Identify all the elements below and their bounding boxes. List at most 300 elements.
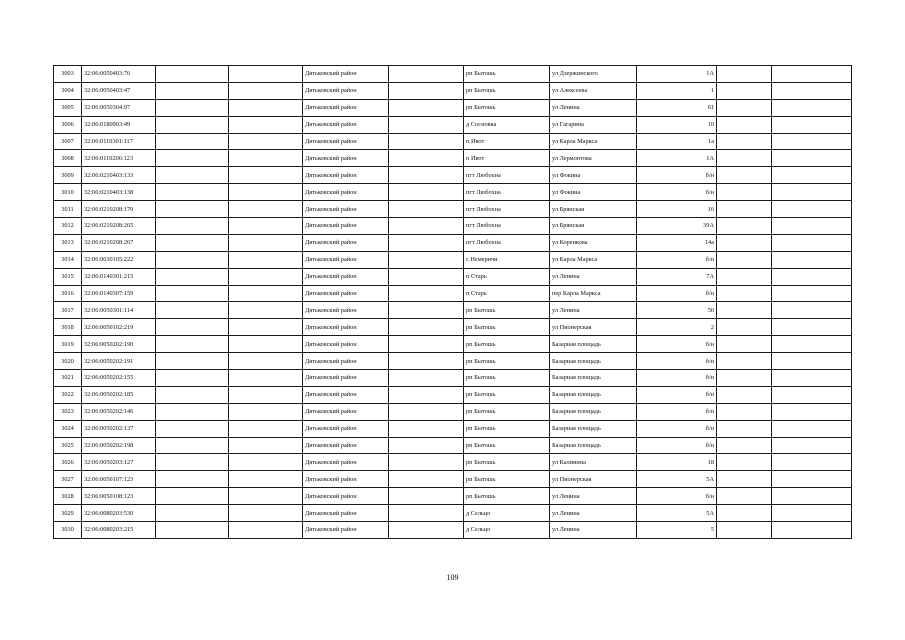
cell-empty <box>772 437 852 454</box>
cell-house-number: 39А <box>637 218 717 235</box>
cell-cadastral-number: 32:06:0180903:49 <box>82 116 156 133</box>
cell-settlement: рп Бытошь <box>464 370 550 387</box>
table-row <box>54 82 852 99</box>
cell-empty <box>772 386 852 403</box>
cell-house-number: 1А <box>637 150 717 167</box>
cell-empty <box>772 133 852 150</box>
cell-empty <box>229 150 303 167</box>
cell-empty <box>389 150 464 167</box>
cell-district: Дятьковский район <box>303 116 389 133</box>
cell-record-number: 3030 <box>54 522 82 539</box>
cell-settlement: рп Бытошь <box>464 336 550 353</box>
cell-cadastral-number: 32:06:0050202:146 <box>82 403 156 420</box>
cell-record-number: 3029 <box>54 505 82 522</box>
table-row <box>54 99 852 116</box>
cell-empty <box>772 420 852 437</box>
table-row <box>54 184 852 201</box>
cell-empty <box>156 184 229 201</box>
cell-settlement: пгт Любохна <box>464 184 550 201</box>
table-row <box>54 234 852 251</box>
cell-settlement: п Старь <box>464 268 550 285</box>
cell-district: Дятьковский район <box>303 386 389 403</box>
cell-cadastral-number: 32:06:0140301:215 <box>82 268 156 285</box>
cell-empty <box>156 82 229 99</box>
table-row <box>54 454 852 471</box>
cell-empty <box>389 437 464 454</box>
cell-house-number: б/н <box>637 167 717 184</box>
cell-house-number: б/н <box>637 184 717 201</box>
cell-empty <box>229 505 303 522</box>
cell-empty <box>717 150 772 167</box>
cell-empty <box>389 488 464 505</box>
cell-record-number: 3008 <box>54 150 82 167</box>
cell-settlement: рп Бытошь <box>464 353 550 370</box>
cell-record-number: 3018 <box>54 319 82 336</box>
cell-cadastral-number: 32:06:0050403:76 <box>82 66 156 83</box>
cell-street: ул Ленина <box>550 488 637 505</box>
cell-house-number: б/н <box>637 403 717 420</box>
cell-empty <box>772 218 852 235</box>
cell-cadastral-number: 32:06:0050301:114 <box>82 302 156 319</box>
cell-cadastral-number: 32:06:0050202:191 <box>82 353 156 370</box>
cell-house-number: б/н <box>637 251 717 268</box>
cell-district: Дятьковский район <box>303 150 389 167</box>
cell-record-number: 3010 <box>54 184 82 201</box>
cell-record-number: 3024 <box>54 420 82 437</box>
cell-empty <box>772 285 852 302</box>
cell-empty <box>389 420 464 437</box>
cell-empty <box>717 234 772 251</box>
cell-empty <box>717 420 772 437</box>
cell-house-number: б/н <box>637 420 717 437</box>
cell-empty <box>717 370 772 387</box>
cell-street: Базарная площадь <box>550 336 637 353</box>
cell-empty <box>772 471 852 488</box>
cell-record-number: 3016 <box>54 285 82 302</box>
table-row <box>54 336 852 353</box>
cell-empty <box>156 437 229 454</box>
cell-empty <box>156 66 229 83</box>
cell-record-number: 3009 <box>54 167 82 184</box>
cell-empty <box>156 454 229 471</box>
cell-record-number: 3021 <box>54 370 82 387</box>
table-row <box>54 116 852 133</box>
cell-empty <box>229 82 303 99</box>
cell-empty <box>772 268 852 285</box>
cell-district: Дятьковский район <box>303 201 389 218</box>
cell-empty <box>156 234 229 251</box>
cell-empty <box>772 201 852 218</box>
cell-cadastral-number: 32:06:0210208:170 <box>82 201 156 218</box>
cell-empty <box>229 437 303 454</box>
cell-empty <box>389 336 464 353</box>
registry-table <box>53 65 852 539</box>
cell-empty <box>717 133 772 150</box>
cell-district: Дятьковский район <box>303 133 389 150</box>
cell-empty <box>389 201 464 218</box>
cell-house-number: б/н <box>637 488 717 505</box>
cell-empty <box>156 285 229 302</box>
cell-cadastral-number: 32:06:0110206:123 <box>82 150 156 167</box>
cell-cadastral-number: 32:06:0050107:123 <box>82 471 156 488</box>
cell-street: Базарная площадь <box>550 370 637 387</box>
cell-empty <box>772 454 852 471</box>
cell-empty <box>156 150 229 167</box>
cell-house-number: 5А <box>637 471 717 488</box>
table-row <box>54 471 852 488</box>
table-row <box>54 302 852 319</box>
cell-empty <box>156 336 229 353</box>
cell-settlement: п Ивот <box>464 150 550 167</box>
cell-empty <box>156 370 229 387</box>
cell-empty <box>717 218 772 235</box>
cell-empty <box>229 268 303 285</box>
cell-empty <box>156 133 229 150</box>
cell-empty <box>229 218 303 235</box>
cell-empty <box>389 218 464 235</box>
table-row <box>54 386 852 403</box>
cell-empty <box>229 116 303 133</box>
cell-cadastral-number: 32:06:0140307:159 <box>82 285 156 302</box>
table-row <box>54 218 852 235</box>
cell-record-number: 3014 <box>54 251 82 268</box>
cell-record-number: 3026 <box>54 454 82 471</box>
cell-record-number: 3022 <box>54 386 82 403</box>
cell-cadastral-number: 32:06:0050304:97 <box>82 99 156 116</box>
cell-record-number: 3006 <box>54 116 82 133</box>
cell-empty <box>717 184 772 201</box>
table-row <box>54 488 852 505</box>
cell-settlement: п Ивот <box>464 133 550 150</box>
table-row <box>54 201 852 218</box>
cell-settlement: рп Бытошь <box>464 386 550 403</box>
cell-street: ул Коренкова <box>550 234 637 251</box>
table-row <box>54 251 852 268</box>
cell-street: ул Пионерская <box>550 319 637 336</box>
cell-street: Базарная площадь <box>550 403 637 420</box>
cell-empty <box>717 505 772 522</box>
cell-empty <box>156 471 229 488</box>
cell-empty <box>772 336 852 353</box>
cell-street: ул Брянская <box>550 218 637 235</box>
table-row <box>54 437 852 454</box>
cell-empty <box>156 201 229 218</box>
cell-street: Базарная площадь <box>550 386 637 403</box>
cell-empty <box>156 319 229 336</box>
cell-empty <box>772 167 852 184</box>
cell-cadastral-number: 32:06:0050403:47 <box>82 82 156 99</box>
cell-empty <box>772 234 852 251</box>
cell-settlement: рп Бытошь <box>464 437 550 454</box>
cell-street: ул Пионерская <box>550 471 637 488</box>
cell-empty <box>717 251 772 268</box>
cell-street: ул Фокина <box>550 184 637 201</box>
cell-empty <box>156 167 229 184</box>
cell-empty <box>156 505 229 522</box>
cell-empty <box>717 167 772 184</box>
cell-empty <box>772 302 852 319</box>
cell-settlement: рп Бытошь <box>464 420 550 437</box>
cell-empty <box>229 488 303 505</box>
cell-district: Дятьковский район <box>303 319 389 336</box>
cell-record-number: 3017 <box>54 302 82 319</box>
table-row <box>54 268 852 285</box>
cell-empty <box>229 353 303 370</box>
cell-empty <box>156 99 229 116</box>
cell-street: Базарная площадь <box>550 353 637 370</box>
cell-district: Дятьковский район <box>303 488 389 505</box>
cell-record-number: 3007 <box>54 133 82 150</box>
cell-district: Дятьковский район <box>303 234 389 251</box>
table-row <box>54 285 852 302</box>
cell-record-number: 3015 <box>54 268 82 285</box>
cell-empty <box>229 285 303 302</box>
table-row <box>54 505 852 522</box>
cell-cadastral-number: 32:06:0210403:133 <box>82 167 156 184</box>
cell-empty <box>717 82 772 99</box>
cell-empty <box>717 522 772 539</box>
cell-settlement: рп Бытошь <box>464 302 550 319</box>
cell-empty <box>717 437 772 454</box>
cell-cadastral-number: 32:06:0050202:190 <box>82 336 156 353</box>
cell-empty <box>389 167 464 184</box>
cell-district: Дятьковский район <box>303 403 389 420</box>
cell-empty <box>772 505 852 522</box>
table-row <box>54 150 852 167</box>
cell-empty <box>772 66 852 83</box>
cell-cadastral-number: 32:06:0050202:137 <box>82 420 156 437</box>
cell-district: Дятьковский район <box>303 471 389 488</box>
table-row <box>54 319 852 336</box>
cell-settlement: пгт Любохна <box>464 218 550 235</box>
cell-house-number: 1А <box>637 66 717 83</box>
cell-empty <box>772 319 852 336</box>
cell-district: Дятьковский район <box>303 302 389 319</box>
cell-record-number: 3013 <box>54 234 82 251</box>
table-row <box>54 66 852 83</box>
cell-house-number: б/н <box>637 336 717 353</box>
cell-street: ул Ленина <box>550 522 637 539</box>
cell-empty <box>717 319 772 336</box>
cell-empty <box>389 370 464 387</box>
cell-street: ул Гагарина <box>550 116 637 133</box>
cell-record-number: 3028 <box>54 488 82 505</box>
cell-settlement: рп Бытошь <box>464 454 550 471</box>
cell-empty <box>772 522 852 539</box>
cell-empty <box>156 403 229 420</box>
cell-empty <box>156 251 229 268</box>
cell-empty <box>717 488 772 505</box>
cell-house-number: 10 <box>637 116 717 133</box>
cell-street: ул Ленина <box>550 505 637 522</box>
cell-record-number: 3005 <box>54 99 82 116</box>
cell-district: Дятьковский район <box>303 522 389 539</box>
cell-house-number: б/н <box>637 285 717 302</box>
cell-house-number: б/н <box>637 370 717 387</box>
cell-empty <box>229 133 303 150</box>
cell-settlement: рп Бытошь <box>464 66 550 83</box>
cell-district: Дятьковский район <box>303 251 389 268</box>
cell-district: Дятьковский район <box>303 454 389 471</box>
cell-district: Дятьковский район <box>303 336 389 353</box>
cell-empty <box>717 99 772 116</box>
cell-empty <box>229 234 303 251</box>
cell-empty <box>389 319 464 336</box>
cell-empty <box>389 82 464 99</box>
cell-cadastral-number: 32:06:0110301:117 <box>82 133 156 150</box>
cell-empty <box>229 184 303 201</box>
cell-record-number: 3003 <box>54 66 82 83</box>
cell-empty <box>229 201 303 218</box>
cell-street: ул Алексеева <box>550 82 637 99</box>
cell-street: ул Ленина <box>550 302 637 319</box>
cell-settlement: пгт Любохна <box>464 234 550 251</box>
cell-house-number: 18 <box>637 454 717 471</box>
cell-district: Дятьковский район <box>303 99 389 116</box>
cell-empty <box>717 285 772 302</box>
cell-empty <box>229 167 303 184</box>
cell-district: Дятьковский район <box>303 285 389 302</box>
cell-settlement: пгт Любохна <box>464 167 550 184</box>
cell-empty <box>717 471 772 488</box>
cell-empty <box>772 99 852 116</box>
cell-empty <box>229 319 303 336</box>
cell-settlement: д Сельцо <box>464 505 550 522</box>
cell-cadastral-number: 32:06:0050203:127 <box>82 454 156 471</box>
cell-empty <box>772 370 852 387</box>
table-row <box>54 522 852 539</box>
cell-empty <box>389 285 464 302</box>
cell-record-number: 3019 <box>54 336 82 353</box>
cell-empty <box>229 420 303 437</box>
cell-empty <box>717 386 772 403</box>
cell-empty <box>229 66 303 83</box>
cell-empty <box>229 471 303 488</box>
cell-empty <box>772 403 852 420</box>
cell-house-number: 1 <box>637 82 717 99</box>
cell-street: ул Лермонтова <box>550 150 637 167</box>
cell-cadastral-number: 32:06:0050202:198 <box>82 437 156 454</box>
cell-settlement: рп Бытошь <box>464 471 550 488</box>
cell-empty <box>229 403 303 420</box>
cell-empty <box>389 386 464 403</box>
cell-street: Базарная площадь <box>550 437 637 454</box>
cell-empty <box>229 370 303 387</box>
cell-settlement: п Старь <box>464 285 550 302</box>
cell-district: Дятьковский район <box>303 370 389 387</box>
cell-district: Дятьковский район <box>303 437 389 454</box>
cell-settlement: рп Бытошь <box>464 319 550 336</box>
cell-record-number: 3027 <box>54 471 82 488</box>
cell-empty <box>717 454 772 471</box>
cell-record-number: 3020 <box>54 353 82 370</box>
cell-empty <box>389 133 464 150</box>
cell-empty <box>389 116 464 133</box>
cell-empty <box>229 386 303 403</box>
cell-street: Базарная площадь <box>550 420 637 437</box>
cell-street: ул Дзержинского <box>550 66 637 83</box>
cell-record-number: 3023 <box>54 403 82 420</box>
cell-settlement: рп Бытошь <box>464 403 550 420</box>
cell-empty <box>389 302 464 319</box>
cell-settlement: пгт Любохна <box>464 201 550 218</box>
cell-cadastral-number: 32:06:0210403:138 <box>82 184 156 201</box>
cell-empty <box>389 66 464 83</box>
cell-empty <box>389 234 464 251</box>
cell-house-number: б/н <box>637 386 717 403</box>
cell-record-number: 3012 <box>54 218 82 235</box>
cell-empty <box>772 82 852 99</box>
cell-cadastral-number: 32:06:0080203:530 <box>82 505 156 522</box>
cell-empty <box>229 251 303 268</box>
cell-settlement: д Сельцо <box>464 522 550 539</box>
cell-empty <box>229 302 303 319</box>
cell-settlement: рп Бытошь <box>464 488 550 505</box>
cell-cadastral-number: 32:06:0030105:222 <box>82 251 156 268</box>
cell-empty <box>229 336 303 353</box>
cell-empty <box>389 522 464 539</box>
cell-cadastral-number: 32:06:0210208:267 <box>82 234 156 251</box>
cell-empty <box>717 201 772 218</box>
cell-cadastral-number: 32:06:0210208:265 <box>82 218 156 235</box>
cell-district: Дятьковский район <box>303 167 389 184</box>
cell-empty <box>389 471 464 488</box>
cell-empty <box>772 353 852 370</box>
cell-empty <box>389 505 464 522</box>
cell-house-number: 14а <box>637 234 717 251</box>
cell-street: ул Калинина <box>550 454 637 471</box>
cell-street: ул Ленина <box>550 268 637 285</box>
cell-house-number: 16 <box>637 201 717 218</box>
cell-record-number: 3004 <box>54 82 82 99</box>
cell-empty <box>156 522 229 539</box>
cell-empty <box>156 116 229 133</box>
cell-street: ул Фокина <box>550 167 637 184</box>
cell-cadastral-number: 32:06:0050202:155 <box>82 370 156 387</box>
cell-house-number: 1а <box>637 133 717 150</box>
table-row <box>54 403 852 420</box>
cell-district: Дятьковский район <box>303 353 389 370</box>
cell-house-number: 7А <box>637 268 717 285</box>
cell-street: ул Брянская <box>550 201 637 218</box>
table-row <box>54 167 852 184</box>
cell-empty <box>772 184 852 201</box>
cell-cadastral-number: 32:06:0050202:185 <box>82 386 156 403</box>
cell-house-number: б/н <box>637 353 717 370</box>
cell-empty <box>229 454 303 471</box>
cell-empty <box>389 268 464 285</box>
cell-empty <box>772 116 852 133</box>
table-row <box>54 420 852 437</box>
cell-cadastral-number: 32:06:0050102:219 <box>82 319 156 336</box>
cell-street: ул Ленина <box>550 99 637 116</box>
cell-district: Дятьковский район <box>303 82 389 99</box>
cell-record-number: 3025 <box>54 437 82 454</box>
cell-empty <box>772 251 852 268</box>
cell-settlement: рп Бытошь <box>464 82 550 99</box>
cell-settlement: д Сосновка <box>464 116 550 133</box>
cell-empty <box>156 386 229 403</box>
table-row <box>54 133 852 150</box>
cell-district: Дятьковский район <box>303 505 389 522</box>
cell-empty <box>772 488 852 505</box>
cell-house-number: 50 <box>637 302 717 319</box>
cell-district: Дятьковский район <box>303 66 389 83</box>
cell-empty <box>717 353 772 370</box>
cell-settlement: рп Бытошь <box>464 99 550 116</box>
cell-empty <box>229 522 303 539</box>
cell-empty <box>717 403 772 420</box>
